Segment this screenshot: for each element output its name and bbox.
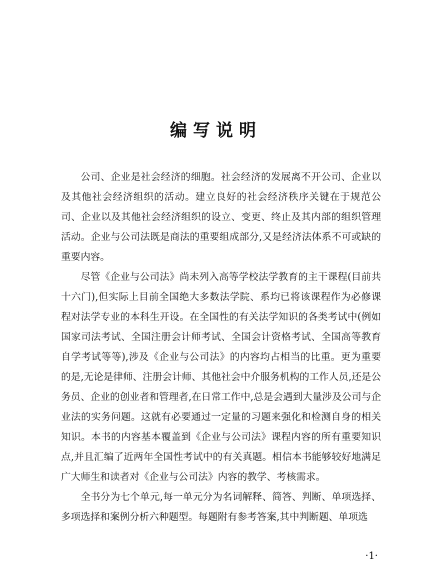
page-number: ·1· <box>365 551 378 562</box>
document-body <box>61 168 381 528</box>
paragraph-1: 公司、企业是社会经济的细胞。社会经济的发展离不开公司、企业以及其他社会经济组织的活动。建立良好的社会经济秩序关键在于规范公司、企业以及其他社会经济组织的设立、变更、终止及其内部的组织管理活动。企业与公司法既是商法的重要组成部分,又是经济法体系不可或缺的重要内容。 <box>61 172 381 263</box>
paragraph-3: 全书分为七个单元,每一单元分为名词解释、简答、判断、单项选择、多项选择和案例分析六种题型。每题附有参考答案,其中判断题、单项选 <box>61 492 381 523</box>
paragraph-2: 尽管《企业与公司法》尚未列入高等学校法学教育的主干课程(目前共十六门),但实际上目前全国绝大多数法学院、系均已将该课程作为必修课程对法学专业的本科生开设。在全国性的有关法学知识的各类考试中(例如国家司法考试、全国注册会计师考试、全国会计资格考试、全国高等教育自学考试等等),涉及《企业与公司法》的内容均占相当的比重。更为重要的是,无论是律师、注册会计师、其他社会中介服务机构的工作人员,还是公务员、企业的创业者和管理者,在日常工作中,总是会遇到大量涉及公司与企业法的实务问题。这就有必要通过一定量的习题来强化和检测自身的相关知识。本书的内容基本覆盖到《企业与公司法》课程内容的所有重要知识点,并且汇编了近两年全国性考试中的有关真题。相信本书能够较好地满足广大师生和读者对《企业与公司法》内容的教学、考核需求。 <box>61 272 381 483</box>
page-title: 编写说明 <box>170 121 262 141</box>
